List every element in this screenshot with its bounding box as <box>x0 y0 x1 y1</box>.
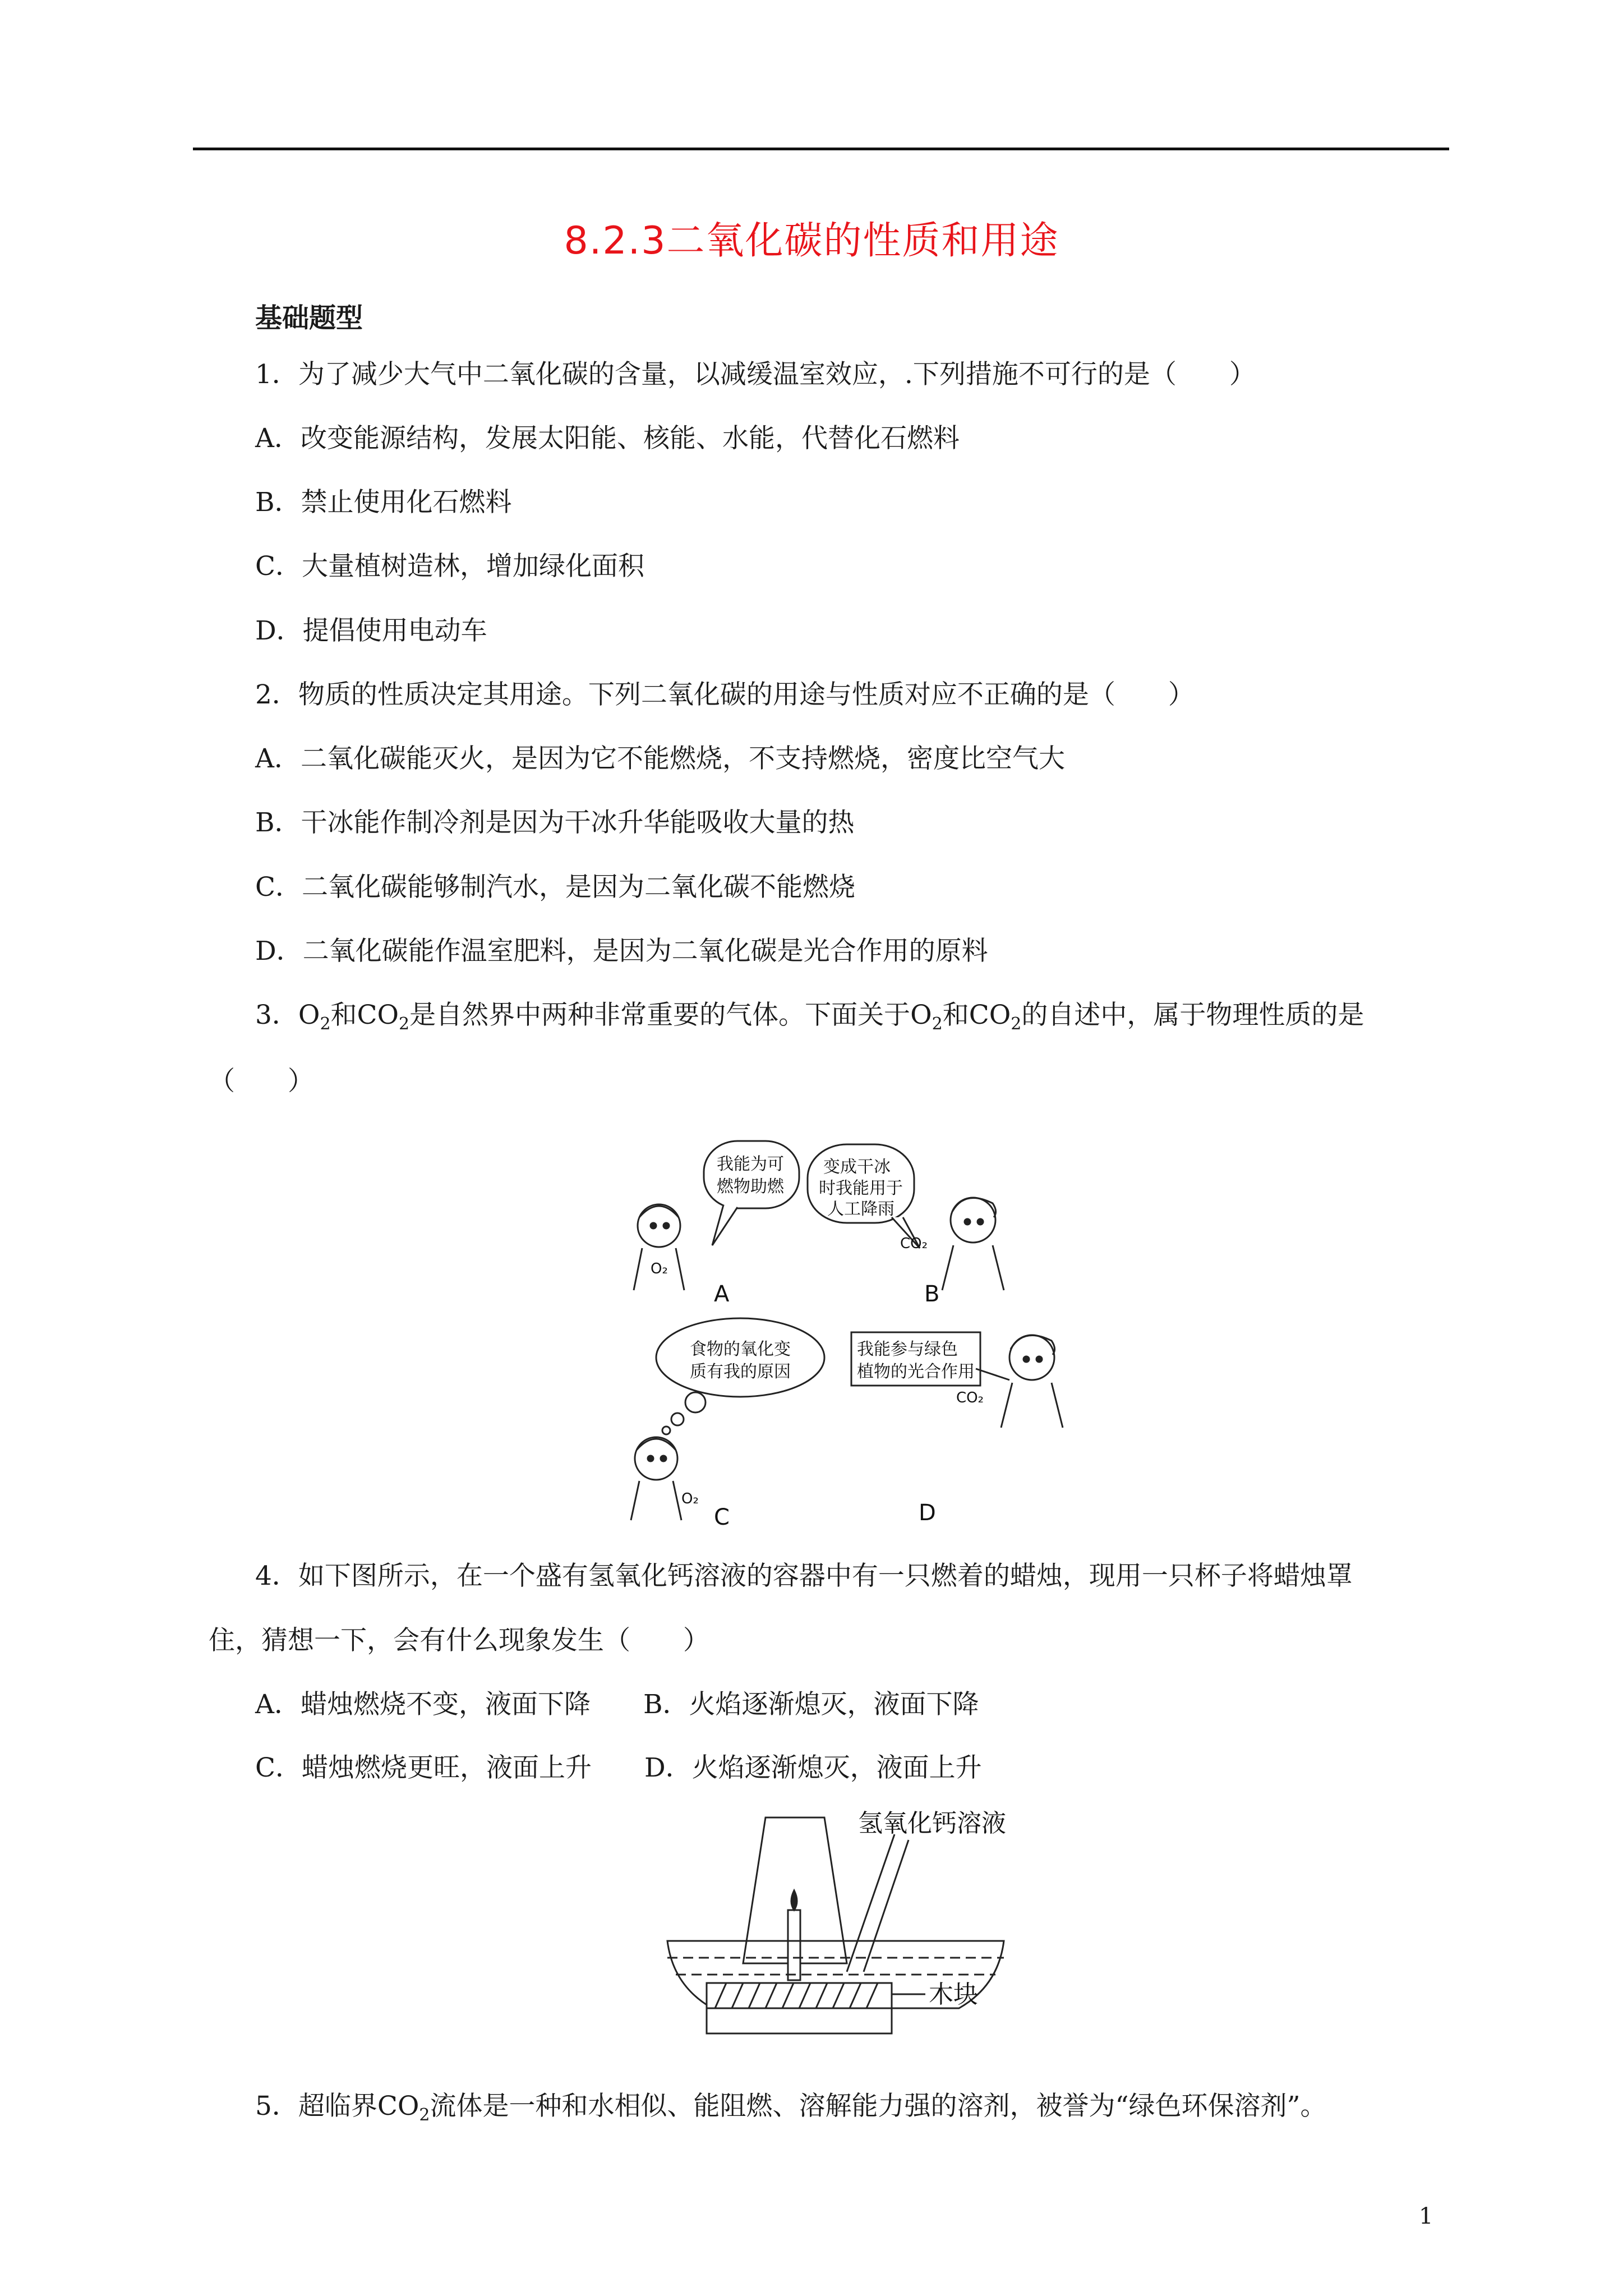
question-3-figure <box>606 1133 1110 1537</box>
question-2-option-a: A．二氧化碳能灭火，是因为它不能燃烧，不支持燃烧，密度比空气大 <box>255 743 1065 774</box>
question-1-option-c: C．大量植树造林，增加绿化面积 <box>255 551 644 582</box>
question-4-options-row-1: A．蜡烛燃烧不变，液面下降 B．火焰逐渐熄灭，液面下降 <box>255 1689 979 1720</box>
figure-label-c: C <box>714 1504 730 1530</box>
page-title: 8.2.3二氧化碳的性质和用途 <box>564 219 1059 263</box>
question-2-option-d: D．二氧化碳能作温室肥料，是因为二氧化碳是光合作用的原料 <box>255 936 988 967</box>
question-2-stem: 2．物质的性质决定其用途。下列二氧化碳的用途与性质对应不正确的是（ ） <box>255 679 1195 710</box>
solution-label: 氢氧化钙溶液 <box>858 1809 1006 1838</box>
bubble-d-text-1: 我能参与绿色 <box>857 1340 958 1359</box>
bubble-c-text-1: 食物的氧化变 <box>690 1340 791 1359</box>
question-3-stem: 3．$O_2$和$CO_2$是自然界中两种非常重要的气体。下面关于$O_2$和$CO_2$的自述中，属于物理性质的是 <box>255 1000 1364 1034</box>
bubble-b-text-1: 变成干冰 <box>823 1157 891 1177</box>
question-4-figure <box>662 1801 1054 2059</box>
question-2-option-c: C．二氧化碳能够制汽水，是因为二氧化碳不能燃烧 <box>255 872 855 903</box>
question-4-stem: 4．如下图所示，在一个盛有氢氧化钙溶液的容器中有一只燃着的蜡烛，现用一只杯子将蜡烛罩 <box>255 1561 1353 1591</box>
bubble-b-text-2: 时我能用于 <box>819 1179 903 1198</box>
wood-block-label: 木块 <box>929 1980 978 2009</box>
figure-label-b: B <box>924 1281 940 1307</box>
question-1-option-a: A．改变能源结构，发展太阳能、核能、水能，代替化石燃料 <box>255 423 960 454</box>
question-2-option-b: B．干冰能作制冷剂是因为干冰升华能吸收大量的热 <box>255 807 855 838</box>
question-1-stem: 1．为了减少大气中二氧化碳的含量，以减缓温室效应，.下列措施不可行的是（ ） <box>255 359 1256 390</box>
question-3-stem-continued: （ ） <box>209 1066 314 1097</box>
question-1-option-d: D．提倡使用电动车 <box>255 615 487 646</box>
question-4-options-row-2: C．蜡烛燃烧更旺，液面上升 D．火焰逐渐熄灭，液面上升 <box>255 1752 982 1783</box>
bubble-a-text-2: 燃物助燃 <box>717 1177 784 1197</box>
question-4-stem-continued: 住，猜想一下，会有什么现象发生（ ） <box>209 1625 709 1656</box>
bubble-d-text-2: 植物的光合作用 <box>857 1362 975 1382</box>
co2-label-bottom: CO₂ <box>956 1389 984 1406</box>
figure-label-a: A <box>714 1281 730 1307</box>
co2-label-top: CO₂ <box>900 1235 928 1252</box>
question-5-stem: 5．超临界$CO_2$流体是一种和水相似、能阻燃、溶解能力强的溶剂，被誉为“绿色环保溶剂”。 <box>255 2091 1327 2125</box>
bubble-a-text-1: 我能为可 <box>717 1154 784 1174</box>
question-1-option-b: B．禁止使用化石燃料 <box>255 487 512 518</box>
figure-label-d: D <box>919 1500 936 1526</box>
page-number: 1 <box>1419 2203 1433 2229</box>
bubble-c-text-2: 质有我的原因 <box>690 1362 791 1382</box>
o2-label-top: O₂ <box>651 1260 668 1277</box>
header-rule <box>193 148 1449 150</box>
section-heading: 基础题型 <box>255 302 363 334</box>
o2-label-bottom: O₂ <box>681 1490 699 1507</box>
bubble-b-text-3: 人工降雨 <box>827 1199 895 1219</box>
